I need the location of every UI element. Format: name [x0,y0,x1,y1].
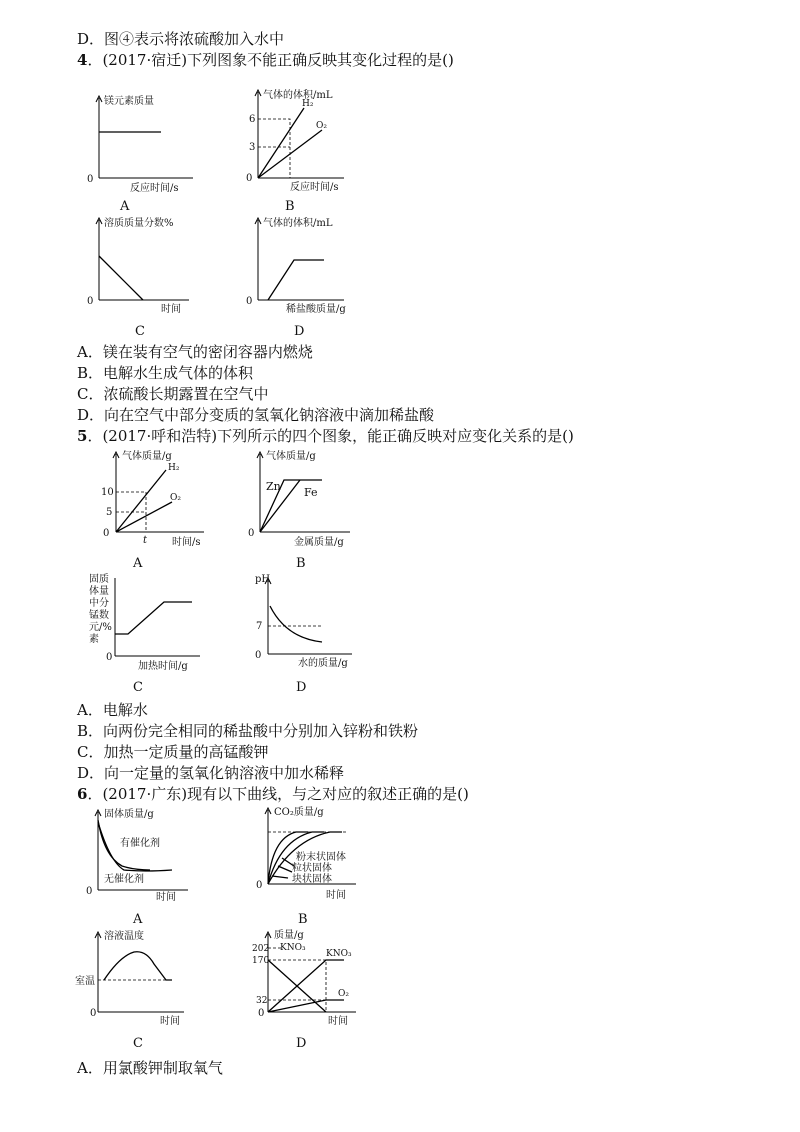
tick-5: 5 [106,507,113,518]
xlabel: 时间 [326,890,346,901]
ylabel: 固体质量/g [104,809,154,820]
q5-graph-d [252,570,382,670]
xlabel: 时间 [156,892,176,903]
ylabel: 气体的体积/mL [263,90,333,101]
ylabel-2: 体量 [89,586,109,597]
tick-7: 7 [256,621,263,632]
tick-10: 10 [101,487,114,498]
label-o2: O₂ [316,121,327,131]
q5-option-b: B．向两份完全相同的稀盐酸中分别加入锌粉和铁粉 [77,722,419,740]
xlabel: 时间 [160,1016,180,1027]
origin: 0 [255,650,262,661]
q4-graph-b [244,88,374,192]
q5-option-c: C．加热一定质量的高锰酸钾 [77,743,269,761]
caption-q5-c: C [133,680,143,695]
caption-q4-b: B [285,199,295,214]
label-block: 块状固体 [292,874,332,885]
label-h2: H₂ [168,463,180,473]
label-o2: O₂ [338,989,349,999]
ylabel-6: 素 [89,634,99,645]
ylabel: 气体的体积/mL [263,218,333,229]
label-without-catalyst: 无催化剂 [104,874,144,885]
q5-graph-c [80,570,210,680]
ylabel: 溶液温度 [104,931,144,942]
tick-3: 3 [249,142,256,153]
label-powder: 粉末状固体 [296,852,346,863]
q6-graph-d [252,928,382,1028]
caption-q4-c: C [135,324,145,339]
ylabel-1: 固质 [89,574,109,585]
xlabel: 加热时间/g [138,661,188,672]
q5-option-d: D．向一定量的氢氧化钠溶液中加水稀释 [77,764,345,782]
caption-q6-b: B [298,912,308,927]
q6-graph-a [84,806,214,904]
origin: 0 [258,1008,265,1019]
caption-q5-d: D [296,680,307,695]
origin: 0 [106,652,113,663]
t-mark: t [143,535,148,546]
label-o2: O₂ [170,493,181,503]
ylabel-3: 中分 [89,598,109,609]
origin: 0 [87,296,94,307]
xlabel: 稀盐酸质量/g [286,304,346,315]
label-zn: Zn [266,480,281,493]
caption-q6-a: A [133,912,143,927]
origin: 0 [86,886,93,897]
caption-q6-d: D [296,1036,307,1051]
q4-graph-a [85,92,215,192]
xlabel: 金属质量/g [294,537,344,548]
option-d-line: D．图④表示将浓硫酸加入水中 [77,30,285,48]
q4-option-b: B．电解水生成气体的体积 [77,364,254,382]
label-granular: 粒状固体 [292,863,332,874]
ylabel: CO₂质量/g [274,807,324,818]
q4-graph-d [244,214,374,316]
caption-q5-a: A [133,556,143,571]
caption-q5-b: B [296,556,306,571]
origin: 0 [256,880,263,891]
tick-170: 170 [252,956,270,966]
xlabel: 水的质量/g [298,658,348,669]
q4-option-d: D．向在空气中部分变质的氢氧化钠溶液中滴加稀盐酸 [77,406,435,424]
ylabel: 气体质量/g [266,451,316,462]
origin: 0 [246,173,253,184]
question-5: 5．(2017·呼和浩特)下列所示的四个图象，能正确反映对应变化关系的是() [77,427,574,445]
origin: 0 [90,1008,97,1019]
tick-6: 6 [249,114,256,125]
q4-option-c: C．浓硫酸长期露置在空气中 [77,385,269,403]
q5-option-a: A．电解水 [77,701,148,719]
ylabel: 质量/g [274,930,304,941]
label-with-catalyst: 有催化剂 [120,838,160,849]
room-temp-label: 室温 [75,976,95,987]
caption-q4-d: D [294,324,305,339]
ylabel-4: 锰数 [89,610,109,621]
xlabel: 反应时间/s [290,182,339,193]
q5-graph-a [100,450,230,550]
xlabel: 时间 [328,1016,348,1027]
ylabel-5: 元/% [89,622,112,633]
question-6: 6．(2017·广东)现有以下曲线，与之对应的叙述正确的是() [77,785,469,803]
q5-graph-b [246,450,376,550]
origin: 0 [248,528,255,539]
tick-32: 32 [256,996,268,1006]
tick-202: 202 [252,944,270,954]
q6-option-a: A．用氯酸钾制取氧气 [77,1059,223,1077]
caption-q4-a: A [120,199,130,214]
ylabel: 溶质质量分数% [104,218,174,229]
ylabel: 气体质量/g [122,451,172,462]
label-fe: Fe [304,486,318,499]
ylabel: 镁元素质量 [104,96,154,107]
origin: 0 [87,174,94,185]
xlabel: 时间/s [172,537,201,548]
xlabel: 反应时间/s [130,183,179,194]
label-kno3-right: KNO₃ [326,949,352,959]
q4-graph-c [85,214,215,316]
origin: 0 [246,296,253,307]
label-kno3-left: KNO₃ [280,943,306,953]
question-4: 4．(2017·宿迁)下列图象不能正确反映其变化过程的是() [77,51,454,69]
origin: 0 [103,528,110,539]
xlabel: 时间 [161,304,181,315]
label-h2: H₂ [302,99,314,109]
ylabel: pH [255,574,271,585]
q4-option-a: A．镁在装有空气的密闭容器内燃烧 [77,343,313,361]
q6-graph-c [74,928,204,1028]
q6-graph-b [252,806,382,904]
caption-q6-c: C [133,1036,143,1051]
